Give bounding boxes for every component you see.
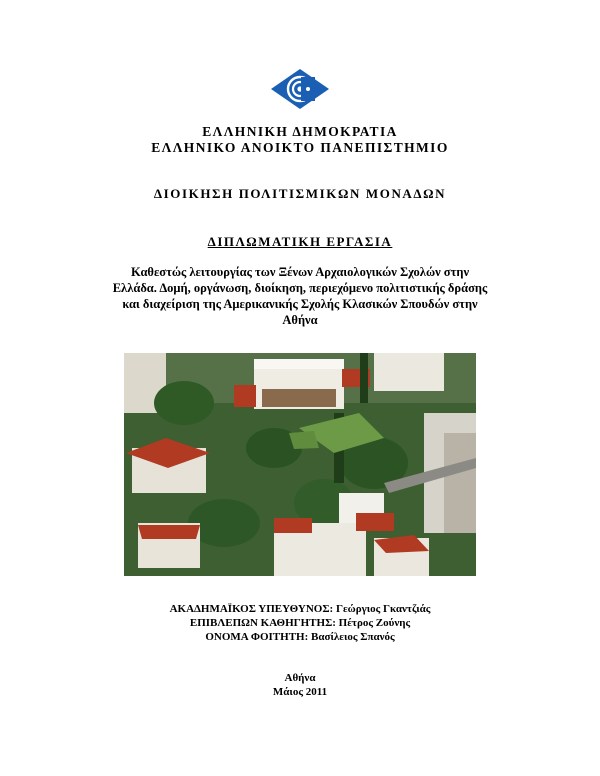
country-name: ΕΛΛΗΝΙΚΗ ΔΗΜΟΚΡΑΤΙΑ bbox=[202, 124, 398, 139]
subtitle-line: Καθεστώς λειτουργίας των Ξένων Αρχαιολογικών Σχολών στην bbox=[130, 265, 470, 279]
submission-date: Μάιος 2011 bbox=[272, 686, 328, 698]
university-name: ΕΛΛΗΝΙΚΟ ΑΝΟΙΚΤΟ ΠΑΝΕΠΙΣΤΗΜΙΟ bbox=[151, 140, 449, 155]
credits-block bbox=[0, 602, 600, 644]
subtitle-line: Ελλάδα. Δομή, οργάνωση, διοίκηση, περιεχόμενο πολιτιστικής δράσης bbox=[112, 281, 488, 295]
thesis-subtitle bbox=[90, 264, 510, 328]
advisor-line: ΕΠΙΒΛΕΠΩΝ ΚΑΘΗΓΗΤΗΣ: Πέτρος Ζούνης bbox=[189, 617, 411, 629]
student-line: ΟΝΟΜΑ ΦΟΙΤΗΤΗ: Βασίλειος Σπανός bbox=[205, 631, 395, 643]
header-block bbox=[0, 124, 600, 156]
school-aerial-photo bbox=[124, 353, 476, 576]
place-name: Αθήνα bbox=[284, 672, 316, 684]
subtitle-line: Αθήνα bbox=[282, 313, 318, 327]
thesis-type-title: ΔΙΠΛΩΜΑΤΙΚΗ ΕΡΓΑΣΙΑ bbox=[207, 234, 393, 249]
program-name: ΔΙΟΙΚΗΣΗ ΠΟΛΙΤΙΣΜΙΚΩΝ ΜΟΝΑΔΩΝ bbox=[153, 186, 447, 201]
university-logo-icon bbox=[270, 68, 330, 110]
subtitle-line: και διαχείριση της Αμερικανικής Σχολής Κλασικών Σπουδών στην bbox=[122, 297, 478, 311]
supervisor-line: ΑΚΑΔΗΜΑΪΚΟΣ ΥΠΕΥΘΥΝΟΣ: Γεώργιος Γκαντζιάς bbox=[169, 603, 431, 615]
place-date-block bbox=[0, 671, 600, 699]
